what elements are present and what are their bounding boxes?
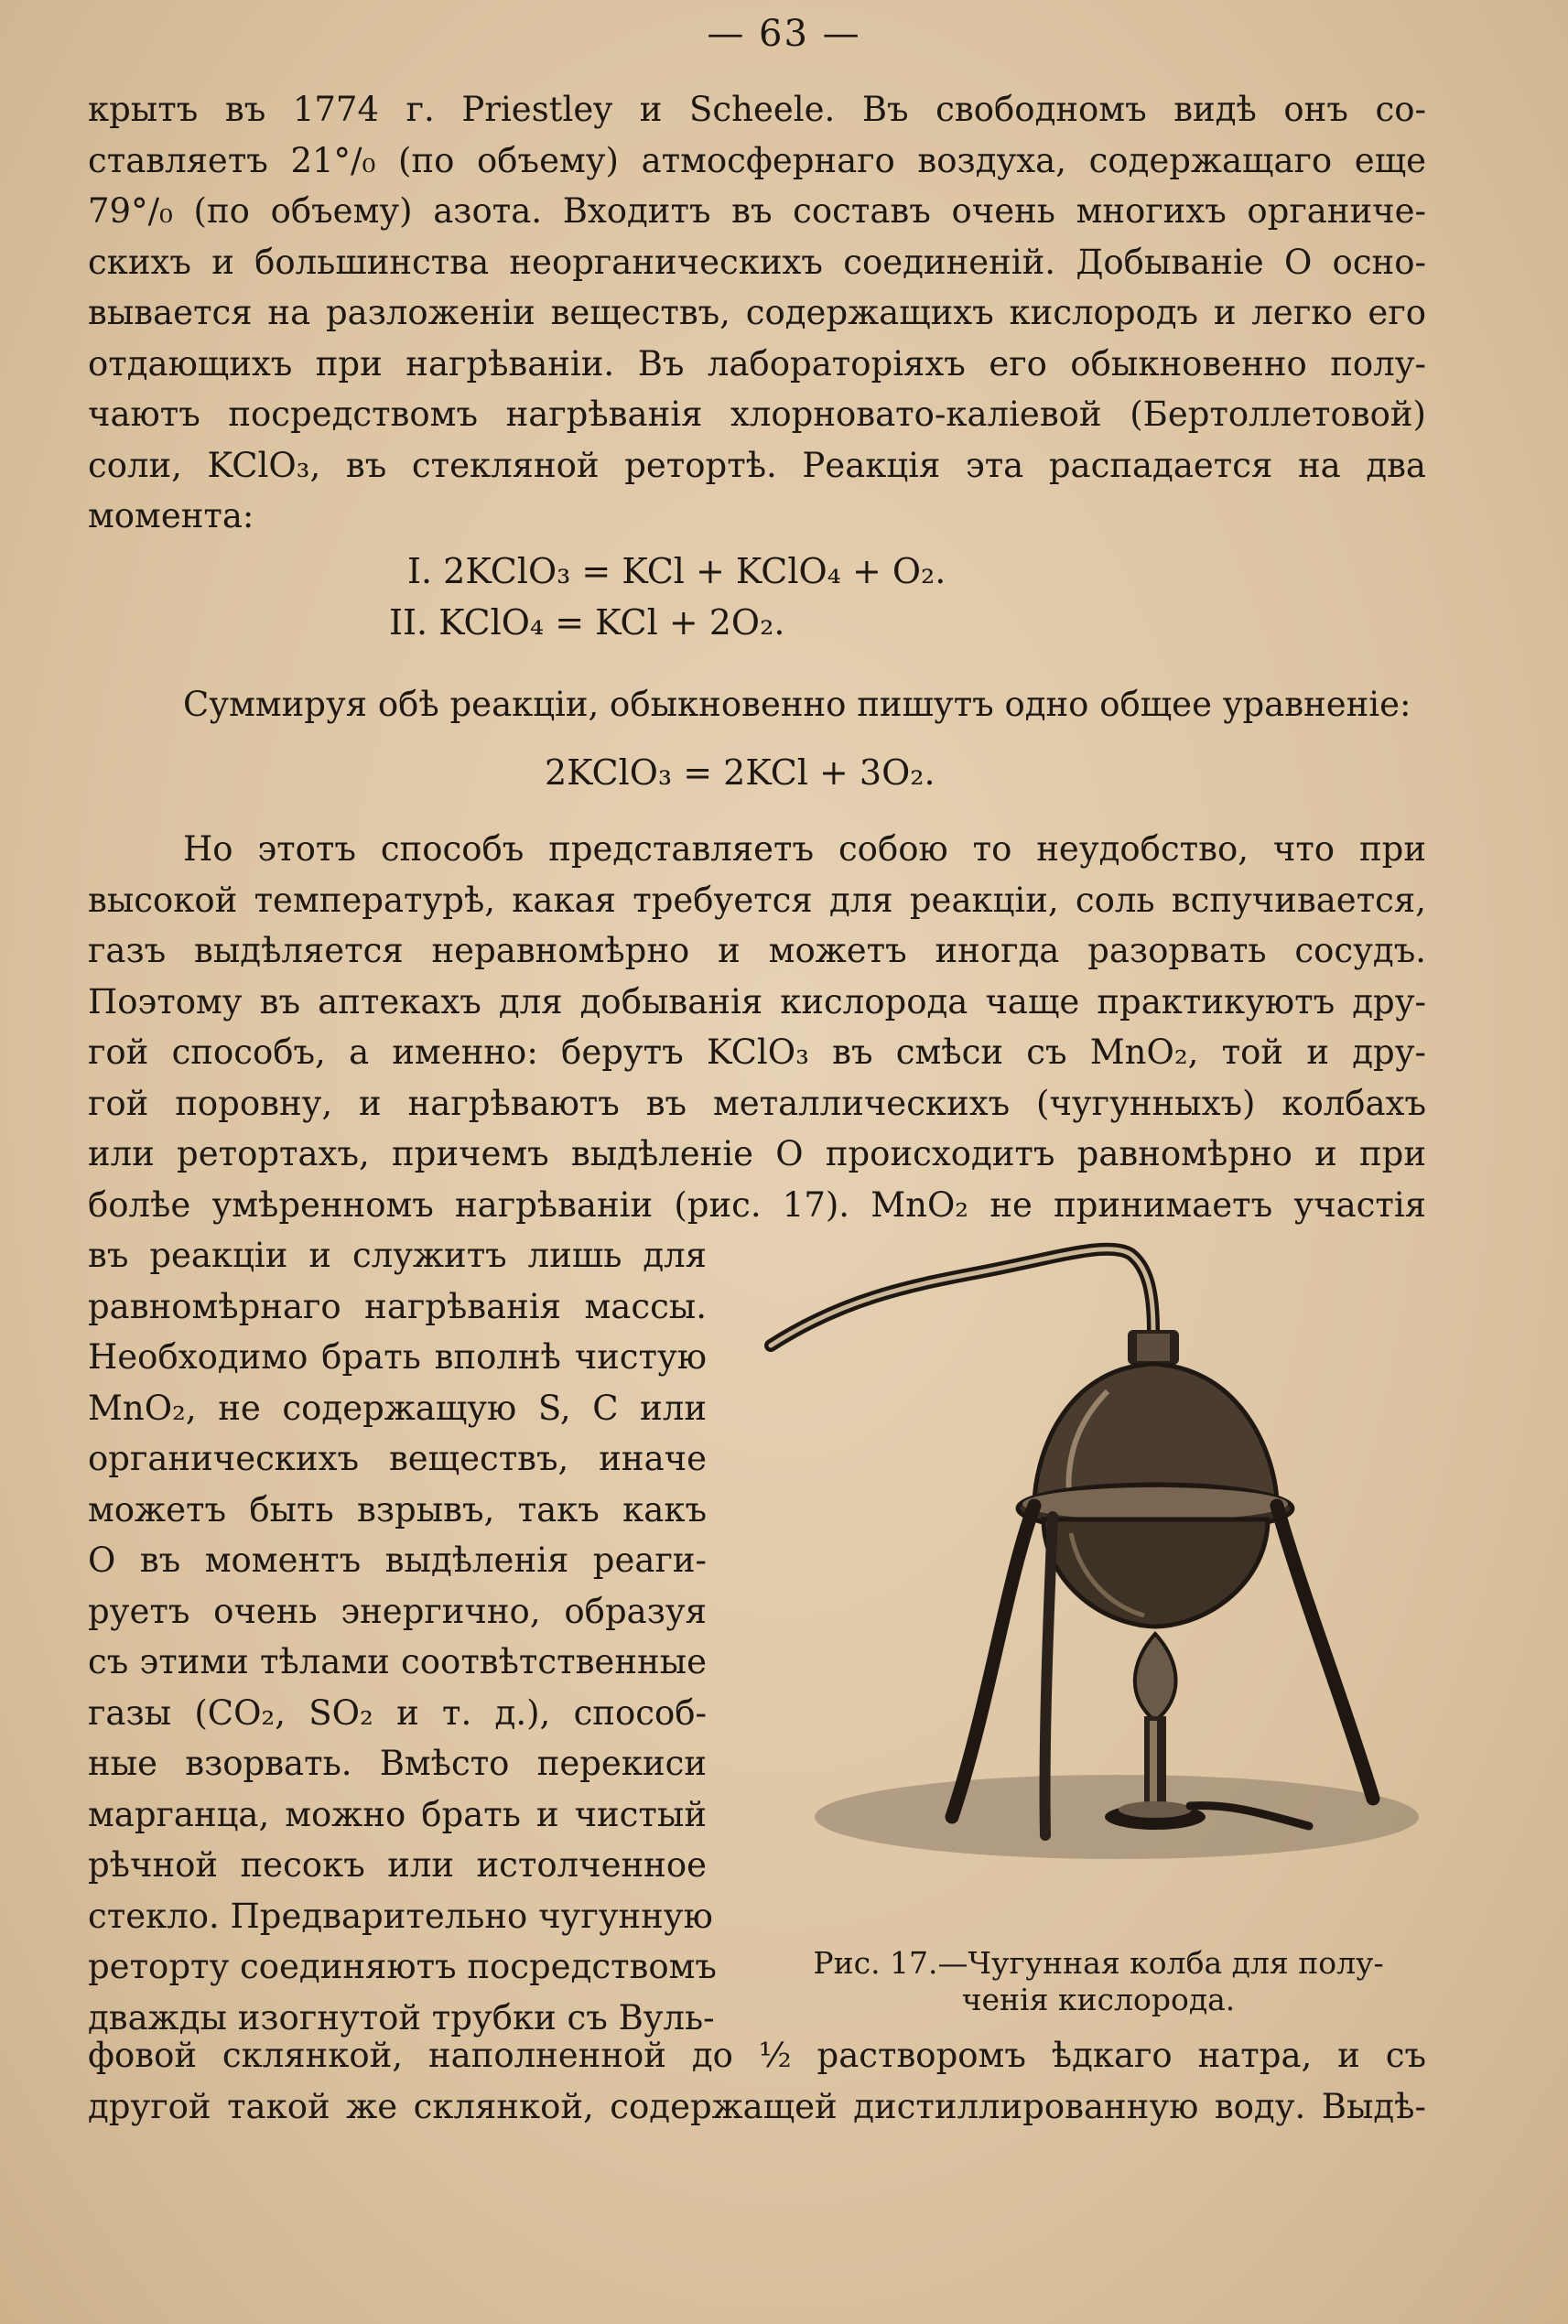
text-line: болѣе умѣренномъ нагрѣваніи (рис. 17). MnO₂ не принимаетъ участія xyxy=(88,1184,1426,1225)
text-line: ставляетъ 21°/₀ (по объему) атмосфернаго воздуха, содержащаго еще xyxy=(88,140,1426,180)
iron-retort-flask-icon xyxy=(760,1231,1465,1973)
text-line: соли, KClO₃, въ стекляной ретортѣ. Реакція эта распадается на два xyxy=(88,445,1426,485)
summary-paragraph xyxy=(88,679,1426,730)
equation-step-one: I. 2KClO₃ = KCl + KClO₄ + O₂. xyxy=(407,551,946,591)
caption-line: Рис. 17.—Чугунная колба для полу- xyxy=(813,1945,1384,1981)
text-line: Суммируя обѣ реакціи, обыкновенно пишутъ одно общее уравненіе: xyxy=(183,685,1411,724)
figure-17 xyxy=(760,1231,1465,1973)
page-number: — 63 — xyxy=(707,13,861,55)
text-line: отдающихъ при нагрѣваніи. Въ лабораторіяхъ его обыкновенно полу- xyxy=(88,343,1426,384)
text-line: гой поровну, и нагрѣваютъ въ металлическихъ (чугунныхъ) колбахъ xyxy=(88,1083,1426,1123)
text-line: или ретортахъ, причемъ выдѣленіе О происходитъ равномѣрно и при xyxy=(88,1134,1426,1173)
text-line: ные взорвать. Вмѣсто перекиси xyxy=(88,1744,707,1783)
paragraph-oxygen-intro xyxy=(88,84,1426,542)
text-line: Поэтому въ аптекахъ для добыванія кислорода чаще практикуютъ дру- xyxy=(88,981,1426,1021)
text-line: органическихъ веществъ, иначе xyxy=(88,1439,707,1478)
text-line: Необходимо брать вполнѣ чистую xyxy=(88,1337,707,1377)
text-line: MnO₂, не содержащую S, C или xyxy=(88,1388,707,1428)
text-line: газъ выдѣляется неравномѣрно и можетъ иногда разорвать сосудъ. xyxy=(88,931,1426,970)
text-line: марганца, можно брать и чистый xyxy=(88,1794,707,1834)
column-text xyxy=(88,1230,717,2043)
text-line: Но этотъ способъ представляетъ собою то неудобство, что при xyxy=(183,829,1426,869)
text-line: съ этими тѣлами соотвѣтственные xyxy=(88,1642,707,1681)
text-line: вывается на разложеніи веществъ, содержащихъ кислородъ и легко его xyxy=(88,293,1426,332)
text-line: высокой температурѣ, какая требуется для реакціи, соль вспучивается, xyxy=(88,880,1426,920)
text-line: скихъ и большинства неорганическихъ соединеній. Добываніе О осно- xyxy=(88,242,1426,282)
text-line: можетъ быть взрывъ, такъ какъ xyxy=(88,1489,707,1530)
text-line: крытъ въ 1774 г. Priestley и Scheele. Въ свободномъ видѣ онъ со- xyxy=(88,90,1426,129)
text-line: газы (CO₂, SO₂ и т. д.), способ- xyxy=(88,1692,707,1733)
text-line: руетъ очень энергично, образуя xyxy=(88,1591,707,1631)
text-line: въ реакціи и служитъ лишь для xyxy=(88,1236,707,1275)
text-line: рѣчной песокъ или истолченное xyxy=(88,1845,707,1885)
figure-caption xyxy=(732,1945,1465,2018)
text-line: гой способъ, а именно: берутъ KClO₃ въ смѣси съ MnO₂, той и дру- xyxy=(88,1032,1426,1072)
text-line: чаютъ посредствомъ нагрѣванія хлорновато-каліевой (Бертоллетовой) xyxy=(88,395,1426,434)
text-line: О въ моментъ выдѣленія реаги- xyxy=(88,1540,707,1580)
text-line: реторту соединяютъ посредствомъ xyxy=(88,1947,717,1986)
text-line: момента: xyxy=(88,496,254,535)
caption-line: ченія кислорода. xyxy=(961,1982,1236,2017)
text-line: фовой склянкой, наполненной до ½ растворомъ ѣдкаго натра, и съ xyxy=(88,2036,1426,2075)
text-line: 79°/₀ (по объему) азота. Входитъ въ составъ очень многихъ органиче- xyxy=(88,191,1426,231)
text-line: стекло. Предварительно чугунную xyxy=(88,1896,713,1936)
text-line: другой такой же склянкой, содержащей дистиллированную воду. Выдѣ- xyxy=(88,2086,1426,2126)
text-line: равномѣрнаго нагрѣванія массы. xyxy=(88,1286,707,1326)
equation-step-two: II. KClO₄ = KCl + 2O₂. xyxy=(389,602,785,643)
text-line: дважды изогнутой трубки съ Вуль- xyxy=(88,1997,715,2038)
paragraph-method xyxy=(88,824,1426,1230)
paragraph-continuation xyxy=(88,2030,1426,2132)
equation-overall: 2KClO₃ = 2KCl + 3O₂. xyxy=(545,752,935,793)
